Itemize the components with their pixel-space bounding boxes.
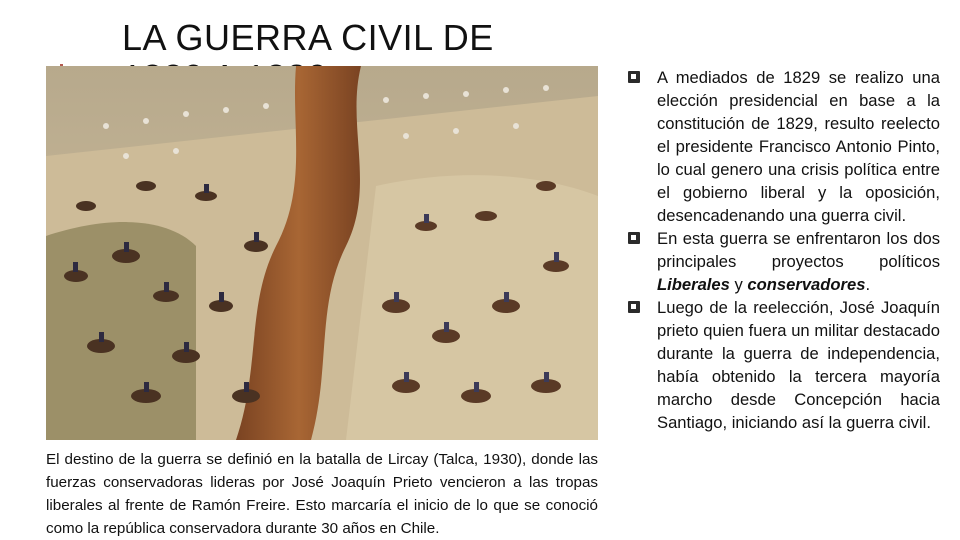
emphasis-conservadores: conservadores — [747, 275, 866, 294]
checkbox-bullet-icon — [628, 71, 640, 83]
bullet-text: Luego de la reelección, José Joaquín prieto quien fuera un militar destacado durante la guerra de independencia, había obtenido la tercera mayoría marcho desde Concepción hacia Santiago, iniciando así la guerra civil. — [657, 298, 940, 432]
bullet-item — [628, 296, 940, 434]
checkbox-bullet-icon — [628, 232, 640, 244]
bullet-item — [628, 227, 940, 296]
bullet-text: . — [865, 275, 871, 294]
bullet-item — [628, 66, 940, 227]
slide-title: LA GUERRA CIVIL DE — [122, 17, 494, 58]
emphasis-liberales: Liberales — [657, 275, 730, 294]
bullet-list — [628, 66, 940, 434]
bullet-text: En esta guerra se enfrentaron los dos principales proyectos políticos — [657, 229, 940, 271]
checkbox-bullet-icon — [628, 301, 640, 313]
image-caption: El destino de la guerra se definió en la batalla de Lircay (Talca, 1930), donde las fuerzas conservadoras lideras por José Joaquín Prieto vencieron a las tropas liberales al frente de Ramón Freire. Esto marcaría el inicio de lo que se conoció como la república conservadora durante 30 años en Chile. — [46, 451, 598, 537]
battle-diorama-image — [46, 66, 598, 440]
bullet-text: A mediados de 1829 se realizo una elección presidencial en base a la constitución de 1829, resulto reelecto el presidente Francisco Antonio Pinto, lo cual genero una crisis política entre el gobierno liberal y la oposición, desencadenando una guerra civil. — [657, 68, 940, 225]
bullet-text: y — [729, 275, 748, 294]
